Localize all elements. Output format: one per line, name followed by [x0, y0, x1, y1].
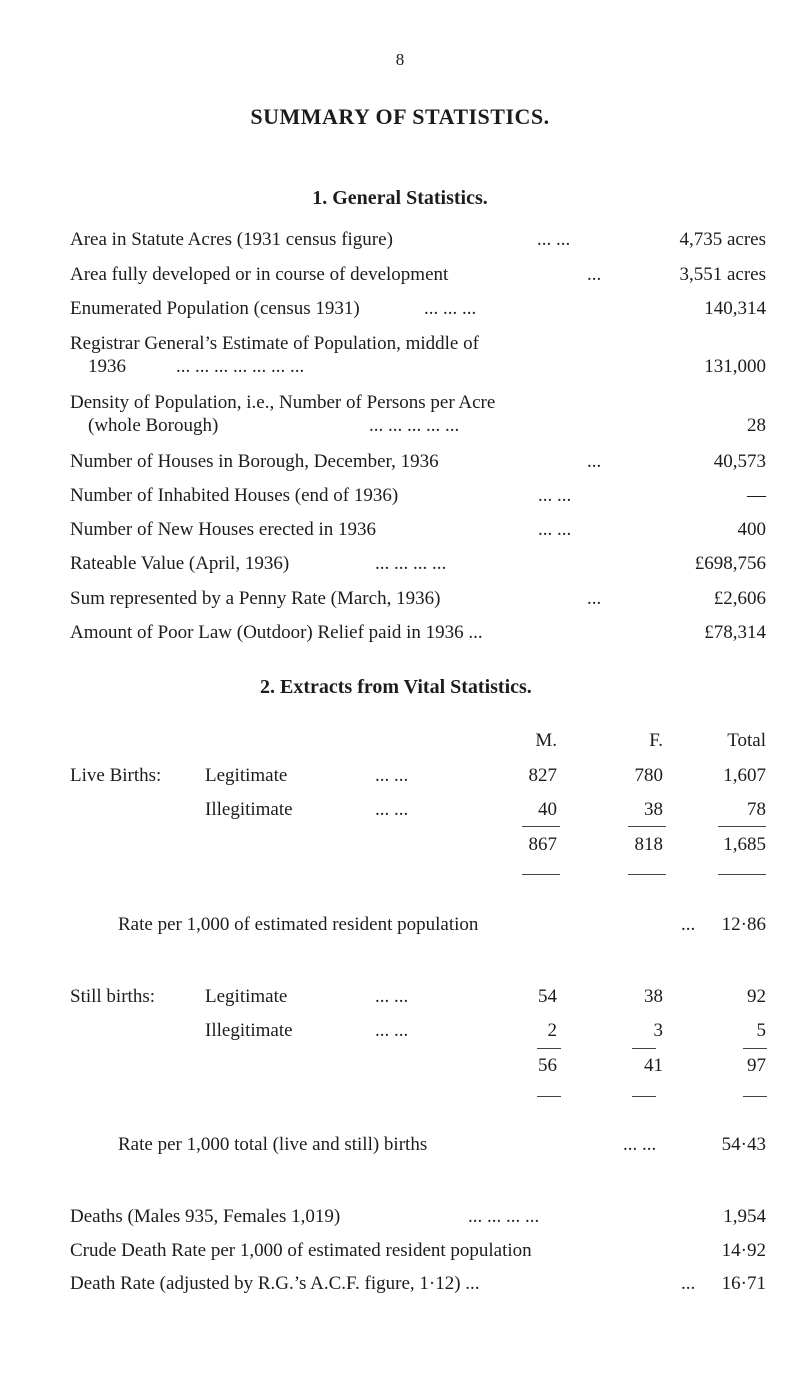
total-value: 78 — [747, 799, 766, 820]
column-header-male: M. — [535, 730, 557, 751]
total-value: 5 — [756, 1020, 766, 1041]
still-births-label: Still births: — [70, 986, 155, 1007]
male-total: 867 — [528, 834, 557, 855]
row-value: 28 — [747, 415, 766, 436]
row-label: Area fully developed or in course of development — [70, 264, 449, 285]
total-value: 92 — [747, 986, 766, 1007]
row-label: Illegitimate — [205, 1020, 293, 1041]
leader-dots: ... ... ... ... — [375, 553, 447, 574]
leader-dots: ... ... ... ... — [468, 1206, 540, 1227]
row-label: Density of Population, i.e., Number of Persons per Acre — [70, 392, 496, 413]
subtotal-rule — [628, 826, 666, 827]
grand-total: 97 — [747, 1055, 766, 1076]
live-birth-rate-value: 12·86 — [721, 914, 766, 935]
female-value: 780 — [634, 765, 663, 786]
leader-dots: ... ... — [538, 519, 572, 540]
female-total: 41 — [644, 1055, 663, 1076]
leader-dots: ... ... ... — [424, 298, 477, 319]
female-total: 818 — [634, 834, 663, 855]
male-value: 54 — [538, 986, 557, 1007]
subtotal-rule — [537, 1048, 561, 1049]
leader-dots: ... ... — [623, 1134, 657, 1155]
general-statistics-heading: 1. General Statistics. — [312, 187, 488, 209]
row-label: Enumerated Population (census 1931) — [70, 298, 360, 319]
leader-dots: ... ... — [538, 485, 572, 506]
deaths-value: 1,954 — [723, 1206, 766, 1227]
leader-dots: ... ... — [375, 986, 409, 1007]
row-label: Number of New Houses erected in 1936 — [70, 519, 377, 540]
leader-dots: ... ... — [375, 1020, 409, 1041]
still-birth-rate-label: Rate per 1,000 total (live and still) births — [118, 1134, 428, 1155]
female-value: 38 — [644, 799, 663, 820]
page-number: 8 — [395, 50, 405, 69]
male-value: 2 — [547, 1020, 557, 1041]
row-label: Illegitimate — [205, 799, 293, 820]
row-label: Legitimate — [205, 765, 288, 786]
adjusted-death-rate-value: 16·71 — [721, 1273, 766, 1294]
leader-dots: ... — [587, 264, 602, 285]
row-label: Number of Houses in Borough, December, 1936 — [70, 451, 439, 472]
vital-statistics-heading: 2. Extracts from Vital Statistics. — [260, 676, 532, 698]
leader-dots: ... ... ... ... ... — [369, 415, 460, 436]
male-total: 56 — [538, 1055, 557, 1076]
column-header-total: Total — [727, 730, 766, 751]
row-label: Number of Inhabited Houses (end of 1936) — [70, 485, 399, 506]
row-label-continued: (whole Borough) — [88, 415, 219, 436]
row-value: £78,314 — [704, 622, 766, 643]
row-label: Registrar General’s Estimate of Population, middle of — [70, 333, 479, 354]
column-header-female: F. — [649, 730, 663, 751]
row-value: 131,000 — [704, 356, 766, 377]
grand-total: 1,685 — [723, 834, 766, 855]
subtotal-rule — [743, 1048, 767, 1049]
total-rule — [718, 874, 766, 875]
male-value: 40 — [538, 799, 557, 820]
still-birth-rate-value: 54·43 — [721, 1134, 766, 1155]
row-label: Legitimate — [205, 986, 288, 1007]
total-rule — [537, 1096, 561, 1097]
male-value: 827 — [528, 765, 557, 786]
leader-dots: ... ... ... ... ... ... ... — [176, 356, 305, 377]
live-birth-rate-label: Rate per 1,000 of estimated resident population — [118, 914, 479, 935]
adjusted-death-rate-label: Death Rate (adjusted by R.G.’s A.C.F. figure, 1·12) ... — [70, 1273, 480, 1294]
deaths-label: Deaths (Males 935, Females 1,019) — [70, 1206, 341, 1227]
row-value: — — [747, 485, 766, 506]
row-label: Amount of Poor Law (Outdoor) Relief paid in 1936 ... — [70, 622, 483, 643]
leader-dots: ... — [587, 451, 602, 472]
total-rule — [522, 874, 560, 875]
crude-death-rate-label: Crude Death Rate per 1,000 of estimated resident population — [70, 1240, 532, 1261]
leader-dots: ... — [587, 588, 602, 609]
row-value: 3,551 acres — [679, 264, 766, 285]
leader-dots: ... ... — [375, 765, 409, 786]
crude-death-rate-value: 14·92 — [721, 1240, 766, 1261]
leader-dots: ... — [681, 1273, 696, 1294]
row-value: 400 — [737, 519, 766, 540]
leader-dots: ... ... — [375, 799, 409, 820]
live-births-label: Live Births: — [70, 765, 162, 786]
row-label: Rateable Value (April, 1936) — [70, 553, 290, 574]
female-value: 38 — [644, 986, 663, 1007]
row-label-continued: 1936 — [88, 356, 126, 377]
total-value: 1,607 — [723, 765, 766, 786]
subtotal-rule — [522, 826, 560, 827]
page-title: SUMMARY OF STATISTICS. — [250, 104, 550, 129]
row-value: 140,314 — [704, 298, 766, 319]
row-value: 4,735 acres — [679, 229, 766, 250]
subtotal-rule — [718, 826, 766, 827]
row-value: £698,756 — [694, 553, 766, 574]
total-rule — [743, 1096, 767, 1097]
total-rule — [628, 874, 666, 875]
leader-dots: ... ... — [537, 229, 571, 250]
female-value: 3 — [653, 1020, 663, 1041]
row-value: 40,573 — [713, 451, 766, 472]
subtotal-rule — [632, 1048, 656, 1049]
leader-dots: ... — [681, 914, 696, 935]
row-label: Sum represented by a Penny Rate (March, 1936) — [70, 588, 441, 609]
row-value: £2,606 — [713, 588, 766, 609]
total-rule — [632, 1096, 656, 1097]
row-label: Area in Statute Acres (1931 census figure) — [70, 229, 393, 250]
